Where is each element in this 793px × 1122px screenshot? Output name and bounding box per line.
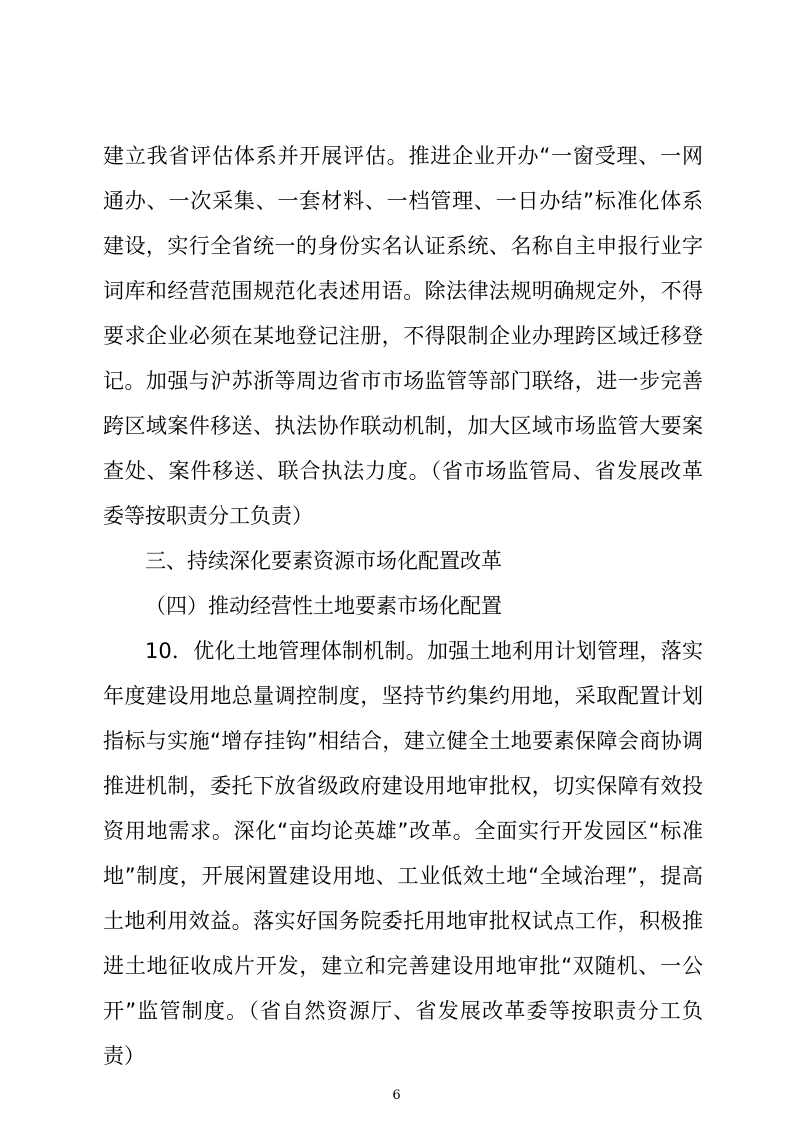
text-line: 跨区域案件移送、执法协作联动机制，加大区域市场监管大要案 [103,414,703,438]
text-line: 开”监管制度。（省自然资源厅、省发展改革委等按职责分工负 [103,999,703,1023]
text-line: 地”制度，开展闲置建设用地、工业低效土地“全域治理”，提高 [103,864,703,888]
section-heading: 三、持续深化要素资源市场化配置改革 [145,549,502,573]
text-line: 责） [103,1044,145,1068]
text-line: 年度建设用地总量调控制度，坚持节约集约用地，采取配置计划 [103,684,703,708]
page-number: 6 [392,1088,401,1103]
subsection-heading: （四）推动经营性土地要素市场化配置 [145,594,502,618]
text-line: 记。加强与沪苏浙等周边省市市场监管等部门联络，进一步完善 [103,369,703,393]
text-line: 委等按职责分工负责） [103,504,313,528]
text-line: 查处、案件移送、联合执法力度。（省市场监管局、省发展改革 [103,459,703,483]
text-line: 通办、一次采集、一套材料、一档管理、一日办结”标准化体系 [103,189,703,213]
text-line: 词库和经营范围规范化表述用语。除法律法规明确规定外，不得 [103,279,703,303]
text-line: 要求企业必须在某地登记注册，不得限制企业办理跨区域迁移登 [103,324,703,348]
text-line: 建设，实行全省统一的身份实名认证系统、名称自主申报行业字 [103,234,703,258]
text-line: 指标与实施“增存挂钩”相结合，建立健全土地要素保障会商协调 [103,729,703,753]
text-line: 建立我省评估体系并开展评估。推进企业开办“一窗受理、一网 [103,144,703,168]
text-line: 土地利用效益。落实好国务院委托用地审批权试点工作，积极推 [103,909,703,933]
text-line: 进土地征收成片开发，建立和完善建设用地审批“双随机、一公 [103,954,703,978]
text-line: 10．优化土地管理体制机制。加强土地利用计划管理，落实 [145,639,703,663]
text-line: 推进机制，委托下放省级政府建设用地审批权，切实保障有效投 [103,774,703,798]
text-line: 资用地需求。深化“亩均论英雄”改革。全面实行开发园区“标准 [103,819,703,843]
